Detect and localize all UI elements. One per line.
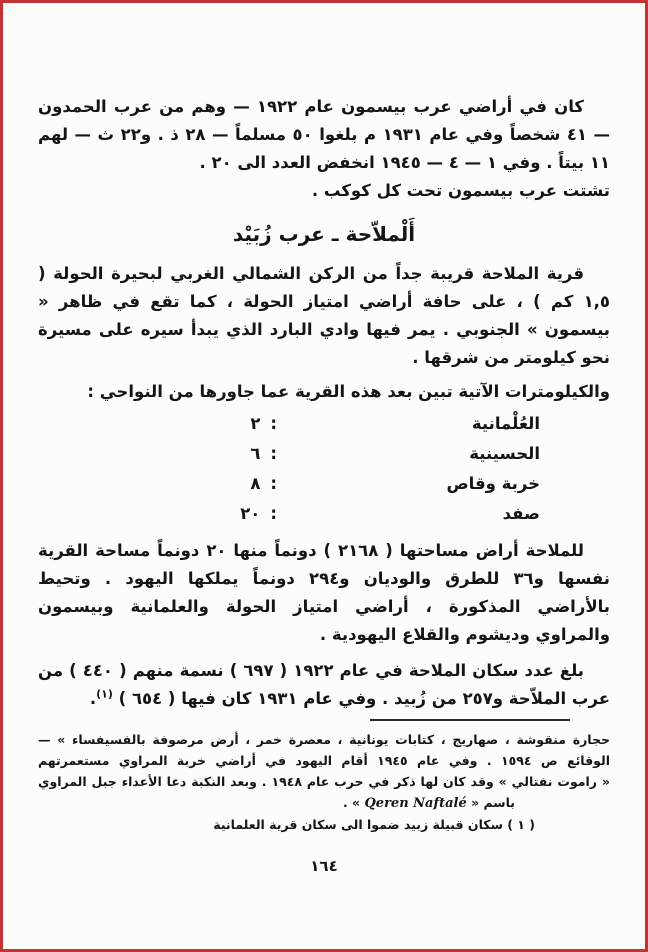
distance-km: ٨ [250, 474, 261, 493]
footnote-line: « راموت نفتالي » وقد كان لها ذكر في حرب عام ١٩٤٨ . وبعد النكبة دعا الأعداء جبل المراوي [38, 774, 610, 789]
footnote-divider-line [370, 719, 570, 721]
distance-row [38, 439, 610, 469]
footnote-line: حجارة منقوشة ، صهاريج ، كتابات يونانية ، معصرة خمر ، أرض مرصوفة بالفسيفساء » — [38, 732, 610, 747]
colon-separator: : [270, 504, 277, 523]
distance-value [240, 499, 277, 529]
colon-separator: : [270, 444, 277, 463]
distance-km: ٢ [250, 414, 261, 433]
latin-name-qeren-naftale: Qeren Naftalé [364, 796, 467, 811]
colon-separator: : [270, 414, 277, 433]
distance-value [250, 469, 277, 499]
distance-value [250, 439, 277, 469]
paragraph-population [38, 657, 610, 713]
paragraph-bisamun: كان في أراضي عرب بيسمون عام ١٩٢٢ — وهم من عرب الحمدون — ٤١ شخصاً وفي عام ١٩٣١ م بلغوا ٥٠ مسلماً — ٢٨ ذ . و٢٢ ث — لهم ١١ بيتاً . وفي ١ — ٤ — ١٩٤٥ انخفض العدد الى ٢٠ . [38, 97, 610, 172]
distance-value [250, 409, 277, 439]
footnote-note-1: ( ١ ) سكان قبيلة زبيد ضموا الى سكان قرية العلمانية [213, 817, 535, 832]
footnote-line-qeren-naftale [38, 792, 610, 814]
qeren-prefix: باسم « [471, 795, 515, 810]
qeren-suffix: » . [342, 795, 361, 810]
footnote-line: الوقائع ص ١٥٩٤ . وفي عام ١٩٤٥ أقام اليهود في أراضي خربة المراوي مستعمرتهم [38, 753, 610, 768]
distance-km: ٦ [250, 444, 261, 463]
paragraph-land-area: للملاحة أراض مساحتها ( ٢١٦٨ ) دونماً منها ٢٠ دونماً مساحة القرية نفسها و٣٦ للطرق والوديان و٢٩٤ دونماً يملكها اليهود . وتحيط بالأراضي المذكورة ، أراضي امتياز الحولة والعلمانية وبيسمون والمراوي وديشوم والقلاع اليهودية . [38, 541, 611, 644]
distance-list [38, 409, 610, 529]
section-heading-mallaha-arab-zubayd: أَلْملاّحة ـ عرب زُبَيْد [232, 222, 416, 246]
distance-place-name: الحسينية [469, 444, 540, 463]
distance-row [38, 409, 610, 439]
footnote-reference-marker: (١) [96, 687, 113, 701]
distance-row [38, 499, 610, 529]
sentence-period: . [89, 689, 97, 708]
paragraph-bisamun-last-line: تشتت عرب بيسمون تحت كل كوكب . [311, 181, 610, 200]
paragraph-village-location: قرية الملاحة قريبة جداً من الركن الشمالي الغربي لبحيرة الحولة ( ١,٥ كم ) ، على حافة أراضي امتياز الحولة ، كما تقع في ظاهر « بيسمون » الجنوبي . يمر فيها وادي البارد الذي يبدأ سيره على مسيرة نحو كيلومتر من شرقها . [38, 264, 610, 367]
page-body-text [3, 3, 645, 880]
distance-row [38, 469, 610, 499]
distance-km: ٢٠ [240, 504, 261, 523]
distance-place-name: العُلْمانية [471, 414, 540, 433]
population-text: بلغ عدد سكان الملاحة في عام ١٩٢٢ ( ٦٩٧ ) نسمة منهم ( ٤٤٠ ) من عرب الملاّحة و٢٥٧ من زُبيد . وفي عام ١٩٣١ كان فيها ( ٦٥٤ ) [38, 661, 610, 708]
distance-place-name: صفد [502, 504, 540, 523]
colon-separator: : [270, 474, 277, 493]
footnote-block [38, 719, 610, 835]
distance-place-name: خربة وقاص [446, 474, 540, 493]
distances-intro-line: والكيلومترات الآتية تبين بعد هذه القرية عما جاورها من النواحي : [87, 382, 610, 401]
page-number: ١٦٤ [310, 857, 338, 875]
